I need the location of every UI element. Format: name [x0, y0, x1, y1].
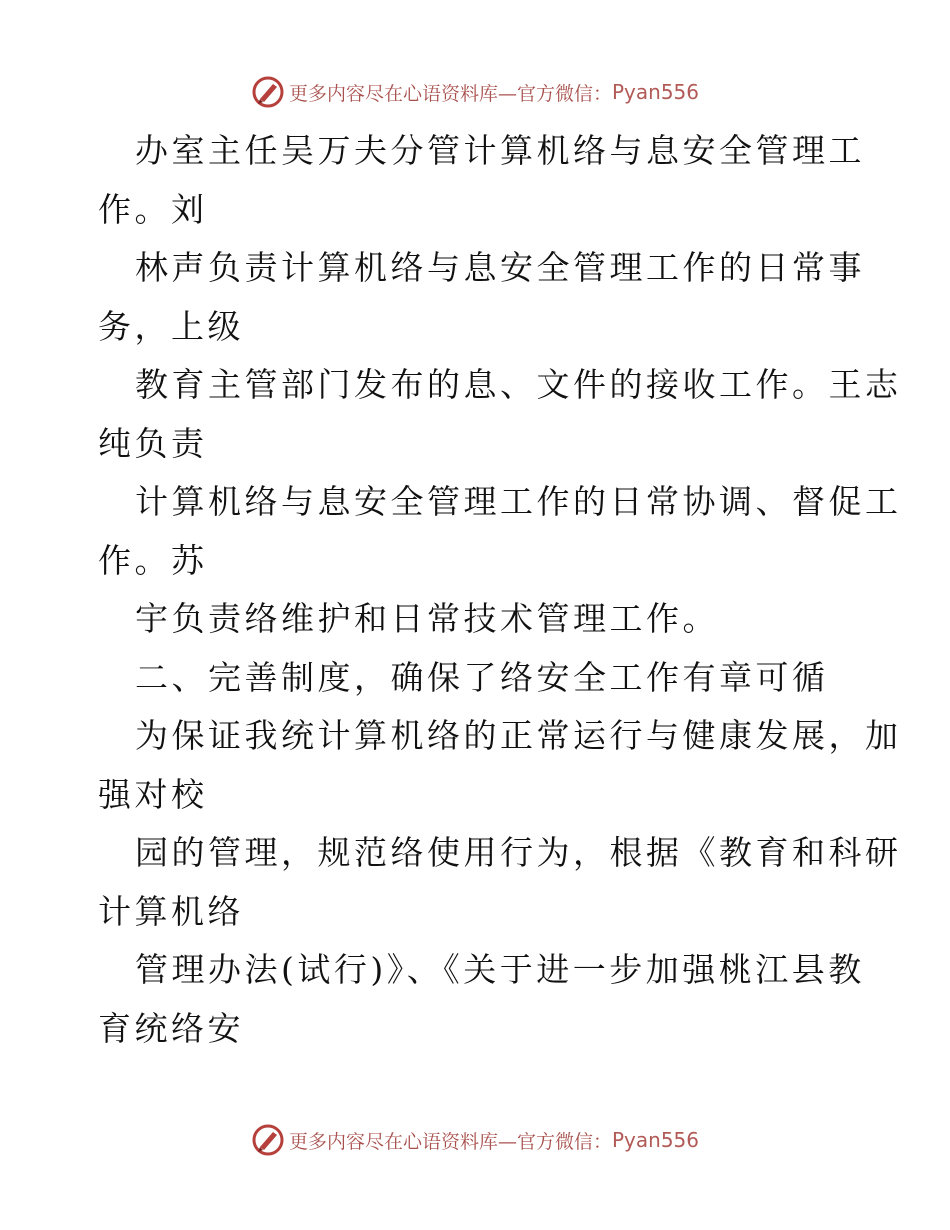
text-line: 办室主任吴万夫分管计算机络与息安全管理工: [135, 131, 865, 170]
text-line: 为保证我统计算机络的正常运行与健康发展，加: [135, 716, 902, 755]
text-line: 宇负责络维护和日常技术管理工作。: [135, 599, 719, 638]
text-line: 计算机络: [98, 891, 244, 931]
text-line: 管理办法(试行)》、《关于进一步加强桃江县教: [135, 950, 865, 989]
document-body: [98, 122, 902, 1058]
pen-logo-icon: [251, 75, 285, 109]
watermark-handle: Pyan556: [612, 80, 700, 104]
text-line: 园的管理，规范络使用行为，根据《教育和科研: [135, 833, 902, 872]
text-line: 纯负责: [98, 423, 208, 463]
text-line: 林声负责计算机络与息安全管理工作的日常事: [135, 248, 865, 287]
watermark-handle: Pyan556: [612, 1128, 700, 1152]
pen-logo-icon: [251, 1123, 285, 1157]
watermark-text: 更多内容尽在心语资料库—官方微信：: [288, 1130, 612, 1153]
text-line: 育统络安: [98, 1008, 244, 1048]
text-line: 作。苏: [98, 540, 208, 580]
footer-watermark: [0, 1120, 950, 1160]
text-line: 计算机络与息安全管理工作的日常协调、督促工: [135, 482, 902, 521]
text-line: 作。刘: [98, 189, 208, 229]
text-line: 强对校: [98, 774, 208, 814]
text-line: 二、完善制度，确保了络安全工作有章可循: [135, 657, 829, 697]
text-line: 务，上级: [98, 306, 244, 346]
header-watermark: [0, 72, 950, 112]
text-line: 教育主管部门发布的息、文件的接收工作。王志: [135, 365, 902, 404]
watermark-text: 更多内容尽在心语资料库—官方微信：: [288, 82, 612, 105]
